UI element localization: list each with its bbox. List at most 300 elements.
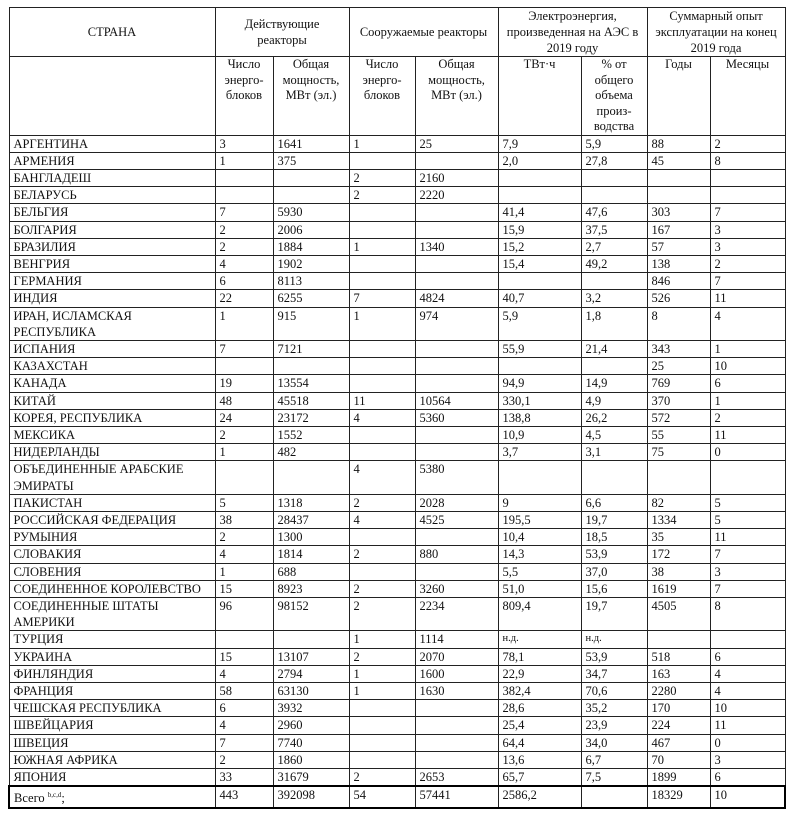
cell-months: 4	[710, 665, 785, 682]
cell-con-capacity: 4525	[415, 511, 498, 528]
cell-percent-share: 53,9	[581, 546, 647, 563]
cell-op-capacity: 1641	[273, 135, 349, 152]
cell-op-units: 6	[215, 273, 273, 290]
table-row	[9, 734, 785, 751]
cell-op-units	[215, 169, 273, 186]
cell-twh: 64,4	[498, 734, 581, 751]
country-cell: КОРЕЯ, РЕСПУБЛИКА	[9, 409, 215, 426]
cell-years: 170	[647, 700, 710, 717]
cell-months: 11	[710, 529, 785, 546]
cell-twh: 5,9	[498, 307, 581, 340]
total-twh: 2586,2	[498, 786, 581, 807]
cell-con-units: 1	[349, 307, 415, 340]
cell-months	[710, 631, 785, 648]
cell-years: 163	[647, 665, 710, 682]
table-row	[9, 580, 785, 597]
cell-op-units: 7	[215, 734, 273, 751]
cell-op-capacity: 1552	[273, 426, 349, 443]
cell-con-units	[349, 717, 415, 734]
cell-twh: 55,9	[498, 340, 581, 357]
cell-con-capacity	[415, 563, 498, 580]
cell-op-capacity: 688	[273, 563, 349, 580]
table-row	[9, 444, 785, 461]
cell-twh	[498, 358, 581, 375]
cell-op-units: 15	[215, 580, 273, 597]
cell-con-units: 4	[349, 461, 415, 494]
cell-op-units: 2	[215, 426, 273, 443]
cell-twh: 78,1	[498, 648, 581, 665]
cell-op-capacity: 6255	[273, 290, 349, 307]
cell-con-units	[349, 375, 415, 392]
cell-con-capacity: 2220	[415, 187, 498, 204]
cell-con-capacity: 2070	[415, 648, 498, 665]
cell-con-units	[349, 734, 415, 751]
subheader-years: Годы	[647, 57, 710, 136]
cell-years: 846	[647, 273, 710, 290]
cell-con-units	[349, 700, 415, 717]
cell-con-capacity: 5360	[415, 409, 498, 426]
table-row	[9, 700, 785, 717]
cell-percent-share	[581, 461, 647, 494]
country-cell: УКРАИНА	[9, 648, 215, 665]
cell-twh	[498, 461, 581, 494]
cell-con-capacity: 1630	[415, 683, 498, 700]
cell-con-units: 2	[349, 597, 415, 630]
cell-twh: 195,5	[498, 511, 581, 528]
cell-months: 4	[710, 307, 785, 340]
cell-con-units: 1	[349, 683, 415, 700]
table-row	[9, 392, 785, 409]
country-cell: ОБЪЕДИНЕННЫЕ АРАБСКИЕ ЭМИРАТЫ	[9, 461, 215, 494]
cell-con-capacity: 25	[415, 135, 498, 152]
cell-years: 1619	[647, 580, 710, 597]
table-row	[9, 409, 785, 426]
cell-twh	[498, 169, 581, 186]
cell-op-units: 2	[215, 529, 273, 546]
cell-op-capacity: 1814	[273, 546, 349, 563]
cell-percent-share: 21,4	[581, 340, 647, 357]
cell-con-capacity	[415, 358, 498, 375]
cell-months: 0	[710, 444, 785, 461]
cell-op-capacity: 28437	[273, 511, 349, 528]
country-cell: ЮЖНАЯ АФРИКА	[9, 751, 215, 768]
cell-months: 2	[710, 135, 785, 152]
table-row	[9, 717, 785, 734]
cell-months: 3	[710, 751, 785, 768]
cell-twh: н.д.	[498, 631, 581, 648]
cell-twh: 138,8	[498, 409, 581, 426]
cell-months: 11	[710, 426, 785, 443]
cell-op-capacity: 13554	[273, 375, 349, 392]
cell-percent-share	[581, 273, 647, 290]
cell-twh: 15,2	[498, 238, 581, 255]
cell-op-units: 2	[215, 238, 273, 255]
cell-con-units: 2	[349, 580, 415, 597]
total-suffix: ;	[61, 791, 65, 806]
cell-con-capacity: 1340	[415, 238, 498, 255]
table-row	[9, 546, 785, 563]
cell-op-units: 1	[215, 152, 273, 169]
cell-percent-share	[581, 169, 647, 186]
table-row	[9, 665, 785, 682]
cell-op-units	[215, 631, 273, 648]
country-cell: ВЕНГРИЯ	[9, 255, 215, 272]
cell-op-capacity	[273, 187, 349, 204]
cell-con-units: 11	[349, 392, 415, 409]
total-row	[9, 786, 785, 807]
cell-op-units: 96	[215, 597, 273, 630]
table-row	[9, 187, 785, 204]
cell-twh: 65,7	[498, 769, 581, 787]
cell-years: 167	[647, 221, 710, 238]
table-row	[9, 769, 785, 787]
cell-years: 75	[647, 444, 710, 461]
cell-con-units: 4	[349, 409, 415, 426]
cell-twh: 5,5	[498, 563, 581, 580]
cell-con-capacity	[415, 444, 498, 461]
table-row	[9, 461, 785, 494]
cell-twh: 7,9	[498, 135, 581, 152]
cell-op-capacity: 45518	[273, 392, 349, 409]
cell-twh: 25,4	[498, 717, 581, 734]
country-cell: СЛОВАКИЯ	[9, 546, 215, 563]
country-cell: КАНАДА	[9, 375, 215, 392]
table-row	[9, 597, 785, 630]
cell-con-capacity: 1114	[415, 631, 498, 648]
cell-twh: 40,7	[498, 290, 581, 307]
cell-con-capacity	[415, 221, 498, 238]
cell-op-units: 58	[215, 683, 273, 700]
cell-op-capacity: 8923	[273, 580, 349, 597]
cell-op-capacity: 2960	[273, 717, 349, 734]
cell-months: 3	[710, 238, 785, 255]
cell-op-units: 19	[215, 375, 273, 392]
cell-months: 3	[710, 563, 785, 580]
cell-years: 35	[647, 529, 710, 546]
cell-months: 0	[710, 734, 785, 751]
cell-op-units: 48	[215, 392, 273, 409]
cell-months: 3	[710, 221, 785, 238]
country-cell: БЕЛЬГИЯ	[9, 204, 215, 221]
table-row	[9, 358, 785, 375]
cell-months: 1	[710, 340, 785, 357]
country-cell: НИДЕРЛАНДЫ	[9, 444, 215, 461]
country-cell: ФИНЛЯНДИЯ	[9, 665, 215, 682]
cell-years: 172	[647, 546, 710, 563]
table-row	[9, 135, 785, 152]
country-cell: ЧЕШСКАЯ РЕСПУБЛИКА	[9, 700, 215, 717]
cell-twh	[498, 273, 581, 290]
cell-months	[710, 169, 785, 186]
country-cell: АРГЕНТИНА	[9, 135, 215, 152]
cell-op-units: 4	[215, 717, 273, 734]
cell-con-units	[349, 529, 415, 546]
table-row	[9, 255, 785, 272]
cell-con-capacity: 2028	[415, 494, 498, 511]
table-row	[9, 307, 785, 340]
cell-con-units: 2	[349, 187, 415, 204]
cell-percent-share: 70,6	[581, 683, 647, 700]
country-cell: ИРАН, ИСЛАМСКАЯ РЕСПУБЛИКА	[9, 307, 215, 340]
cell-percent-share	[581, 358, 647, 375]
cell-op-capacity: 8113	[273, 273, 349, 290]
cell-op-capacity: 13107	[273, 648, 349, 665]
cell-years: 518	[647, 648, 710, 665]
cell-op-capacity: 2794	[273, 665, 349, 682]
cell-op-capacity: 7740	[273, 734, 349, 751]
cell-twh: 15,4	[498, 255, 581, 272]
cell-twh: 15,9	[498, 221, 581, 238]
subheader-percent-share: % от общего объема произ-водства	[581, 57, 647, 136]
total-footnote: b,c,d	[47, 791, 62, 800]
cell-con-capacity: 880	[415, 546, 498, 563]
cell-con-units: 7	[349, 290, 415, 307]
country-cell: ИНДИЯ	[9, 290, 215, 307]
cell-con-capacity	[415, 700, 498, 717]
total-years: 18329	[647, 786, 710, 807]
country-cell: КАЗАХСТАН	[9, 358, 215, 375]
cell-months: 5	[710, 494, 785, 511]
table-row	[9, 238, 785, 255]
country-cell: ШВЕЙЦАРИЯ	[9, 717, 215, 734]
cell-op-units: 6	[215, 700, 273, 717]
country-cell: СЛОВЕНИЯ	[9, 563, 215, 580]
cell-op-units: 1	[215, 307, 273, 340]
cell-years: 572	[647, 409, 710, 426]
cell-percent-share: 1,8	[581, 307, 647, 340]
country-cell: КИТАЙ	[9, 392, 215, 409]
cell-op-capacity: 1902	[273, 255, 349, 272]
cell-con-units	[349, 444, 415, 461]
cell-twh: 330,1	[498, 392, 581, 409]
header-operating-experience: Суммарный опыт эксплуатации на конец 2019 года	[647, 8, 785, 57]
cell-twh: 3,7	[498, 444, 581, 461]
cell-con-units	[349, 340, 415, 357]
table-row	[9, 494, 785, 511]
cell-months: 7	[710, 204, 785, 221]
total-percent-share	[581, 786, 647, 807]
cell-months: 11	[710, 290, 785, 307]
cell-op-capacity: 23172	[273, 409, 349, 426]
table-row	[9, 648, 785, 665]
cell-con-capacity	[415, 529, 498, 546]
table-row	[9, 375, 785, 392]
cell-con-units	[349, 255, 415, 272]
subheader-con-units: Число энерго-блоков	[349, 57, 415, 136]
cell-years: 343	[647, 340, 710, 357]
cell-percent-share: 34,0	[581, 734, 647, 751]
header-electricity-2019: Электроэнергия, произведенная на АЭС в 2019 году	[498, 8, 647, 57]
subheader-twh: ТВт·ч	[498, 57, 581, 136]
cell-op-units: 2	[215, 751, 273, 768]
cell-con-capacity	[415, 734, 498, 751]
cell-con-capacity: 974	[415, 307, 498, 340]
subheader-months: Месяцы	[710, 57, 785, 136]
table-row	[9, 169, 785, 186]
cell-percent-share: 18,5	[581, 529, 647, 546]
country-cell: ЯПОНИЯ	[9, 769, 215, 787]
cell-percent-share: 19,7	[581, 597, 647, 630]
cell-con-capacity: 2160	[415, 169, 498, 186]
total-con-units: 54	[349, 786, 415, 807]
header-reactors-under-construction: Сооружаемые реакторы	[349, 8, 498, 57]
cell-twh: 382,4	[498, 683, 581, 700]
subheader-op-capacity: Общая мощность, МВт (эл.)	[273, 57, 349, 136]
cell-op-units: 1	[215, 563, 273, 580]
cell-con-units	[349, 204, 415, 221]
table-row	[9, 563, 785, 580]
cell-con-units: 1	[349, 631, 415, 648]
cell-months: 6	[710, 375, 785, 392]
table-row	[9, 426, 785, 443]
table-row	[9, 221, 785, 238]
cell-percent-share: 27,8	[581, 152, 647, 169]
cell-years: 370	[647, 392, 710, 409]
cell-op-units: 33	[215, 769, 273, 787]
cell-months: 1	[710, 392, 785, 409]
cell-percent-share: 14,9	[581, 375, 647, 392]
header-blank	[9, 57, 215, 136]
country-cell: ГЕРМАНИЯ	[9, 273, 215, 290]
cell-op-units: 4	[215, 546, 273, 563]
cell-percent-share: 19,7	[581, 511, 647, 528]
cell-months	[710, 187, 785, 204]
cell-percent-share: 37,5	[581, 221, 647, 238]
subheader-op-units: Число энерго-блоков	[215, 57, 273, 136]
cell-op-capacity	[273, 169, 349, 186]
cell-twh: 2,0	[498, 152, 581, 169]
cell-twh: 10,9	[498, 426, 581, 443]
cell-op-capacity: 7121	[273, 340, 349, 357]
cell-op-units: 1	[215, 444, 273, 461]
country-cell: БЕЛАРУСЬ	[9, 187, 215, 204]
cell-con-capacity: 5380	[415, 461, 498, 494]
cell-op-capacity: 2006	[273, 221, 349, 238]
cell-twh: 9	[498, 494, 581, 511]
table-row	[9, 511, 785, 528]
cell-years: 303	[647, 204, 710, 221]
cell-percent-share: 2,7	[581, 238, 647, 255]
cell-years: 769	[647, 375, 710, 392]
cell-con-units: 4	[349, 511, 415, 528]
country-cell: СОЕДИНЕННОЕ КОРОЛЕВСТВО	[9, 580, 215, 597]
cell-con-units: 2	[349, 769, 415, 787]
cell-op-capacity: 1884	[273, 238, 349, 255]
cell-op-units: 38	[215, 511, 273, 528]
cell-years	[647, 169, 710, 186]
country-cell: МЕКСИКА	[9, 426, 215, 443]
cell-op-capacity: 1300	[273, 529, 349, 546]
total-label: Всего	[14, 791, 45, 806]
cell-con-capacity	[415, 152, 498, 169]
cell-op-units: 15	[215, 648, 273, 665]
cell-op-units: 5	[215, 494, 273, 511]
cell-years: 55	[647, 426, 710, 443]
cell-months: 5	[710, 511, 785, 528]
country-cell: АРМЕНИЯ	[9, 152, 215, 169]
cell-con-units	[349, 152, 415, 169]
cell-con-capacity: 4824	[415, 290, 498, 307]
cell-con-capacity	[415, 273, 498, 290]
cell-op-capacity: 63130	[273, 683, 349, 700]
cell-percent-share	[581, 187, 647, 204]
cell-percent-share: 7,5	[581, 769, 647, 787]
cell-con-units: 1	[349, 665, 415, 682]
total-months: 10	[710, 786, 785, 807]
cell-con-units	[349, 273, 415, 290]
table-row	[9, 529, 785, 546]
cell-years: 1899	[647, 769, 710, 787]
total-op-units: 443	[215, 786, 273, 807]
cell-twh: 10,4	[498, 529, 581, 546]
cell-con-units	[349, 358, 415, 375]
cell-con-capacity: 10564	[415, 392, 498, 409]
total-label-cell	[9, 786, 215, 807]
cell-con-capacity	[415, 751, 498, 768]
cell-years: 1334	[647, 511, 710, 528]
cell-months: 10	[710, 358, 785, 375]
cell-con-capacity: 2234	[415, 597, 498, 630]
cell-twh: 28,6	[498, 700, 581, 717]
cell-con-capacity	[415, 375, 498, 392]
cell-percent-share: 4,5	[581, 426, 647, 443]
cell-con-capacity	[415, 426, 498, 443]
cell-op-units: 7	[215, 340, 273, 357]
cell-months: 10	[710, 700, 785, 717]
cell-op-units	[215, 358, 273, 375]
cell-percent-share: 23,9	[581, 717, 647, 734]
cell-months: 2	[710, 255, 785, 272]
cell-op-capacity	[273, 358, 349, 375]
table-row	[9, 751, 785, 768]
country-cell: РОССИЙСКАЯ ФЕДЕРАЦИЯ	[9, 511, 215, 528]
cell-con-units: 2	[349, 648, 415, 665]
cell-op-units: 4	[215, 255, 273, 272]
cell-con-units: 2	[349, 169, 415, 186]
cell-op-capacity: 1318	[273, 494, 349, 511]
cell-percent-share: 15,6	[581, 580, 647, 597]
table-row	[9, 290, 785, 307]
country-cell: ФРАНЦИЯ	[9, 683, 215, 700]
cell-con-capacity: 3260	[415, 580, 498, 597]
cell-op-capacity: 915	[273, 307, 349, 340]
cell-percent-share: 3,2	[581, 290, 647, 307]
header-country: СТРАНА	[9, 8, 215, 57]
cell-con-units: 1	[349, 135, 415, 152]
cell-percent-share: 5,9	[581, 135, 647, 152]
cell-percent-share: 4,9	[581, 392, 647, 409]
cell-con-units: 1	[349, 238, 415, 255]
cell-op-capacity: 482	[273, 444, 349, 461]
cell-op-capacity	[273, 461, 349, 494]
nuclear-power-table	[8, 7, 786, 809]
country-cell: БАНГЛАДЕШ	[9, 169, 215, 186]
cell-op-capacity: 375	[273, 152, 349, 169]
cell-con-capacity	[415, 204, 498, 221]
cell-years: 45	[647, 152, 710, 169]
cell-months: 6	[710, 769, 785, 787]
cell-months: 8	[710, 597, 785, 630]
cell-con-capacity: 2653	[415, 769, 498, 787]
cell-percent-share: 53,9	[581, 648, 647, 665]
table-row	[9, 631, 785, 648]
cell-percent-share: н.д.	[581, 631, 647, 648]
header-operating-reactors: Действующие реакторы	[215, 8, 349, 57]
cell-years: 8	[647, 307, 710, 340]
cell-con-units: 2	[349, 494, 415, 511]
table-row	[9, 204, 785, 221]
country-cell: БОЛГАРИЯ	[9, 221, 215, 238]
